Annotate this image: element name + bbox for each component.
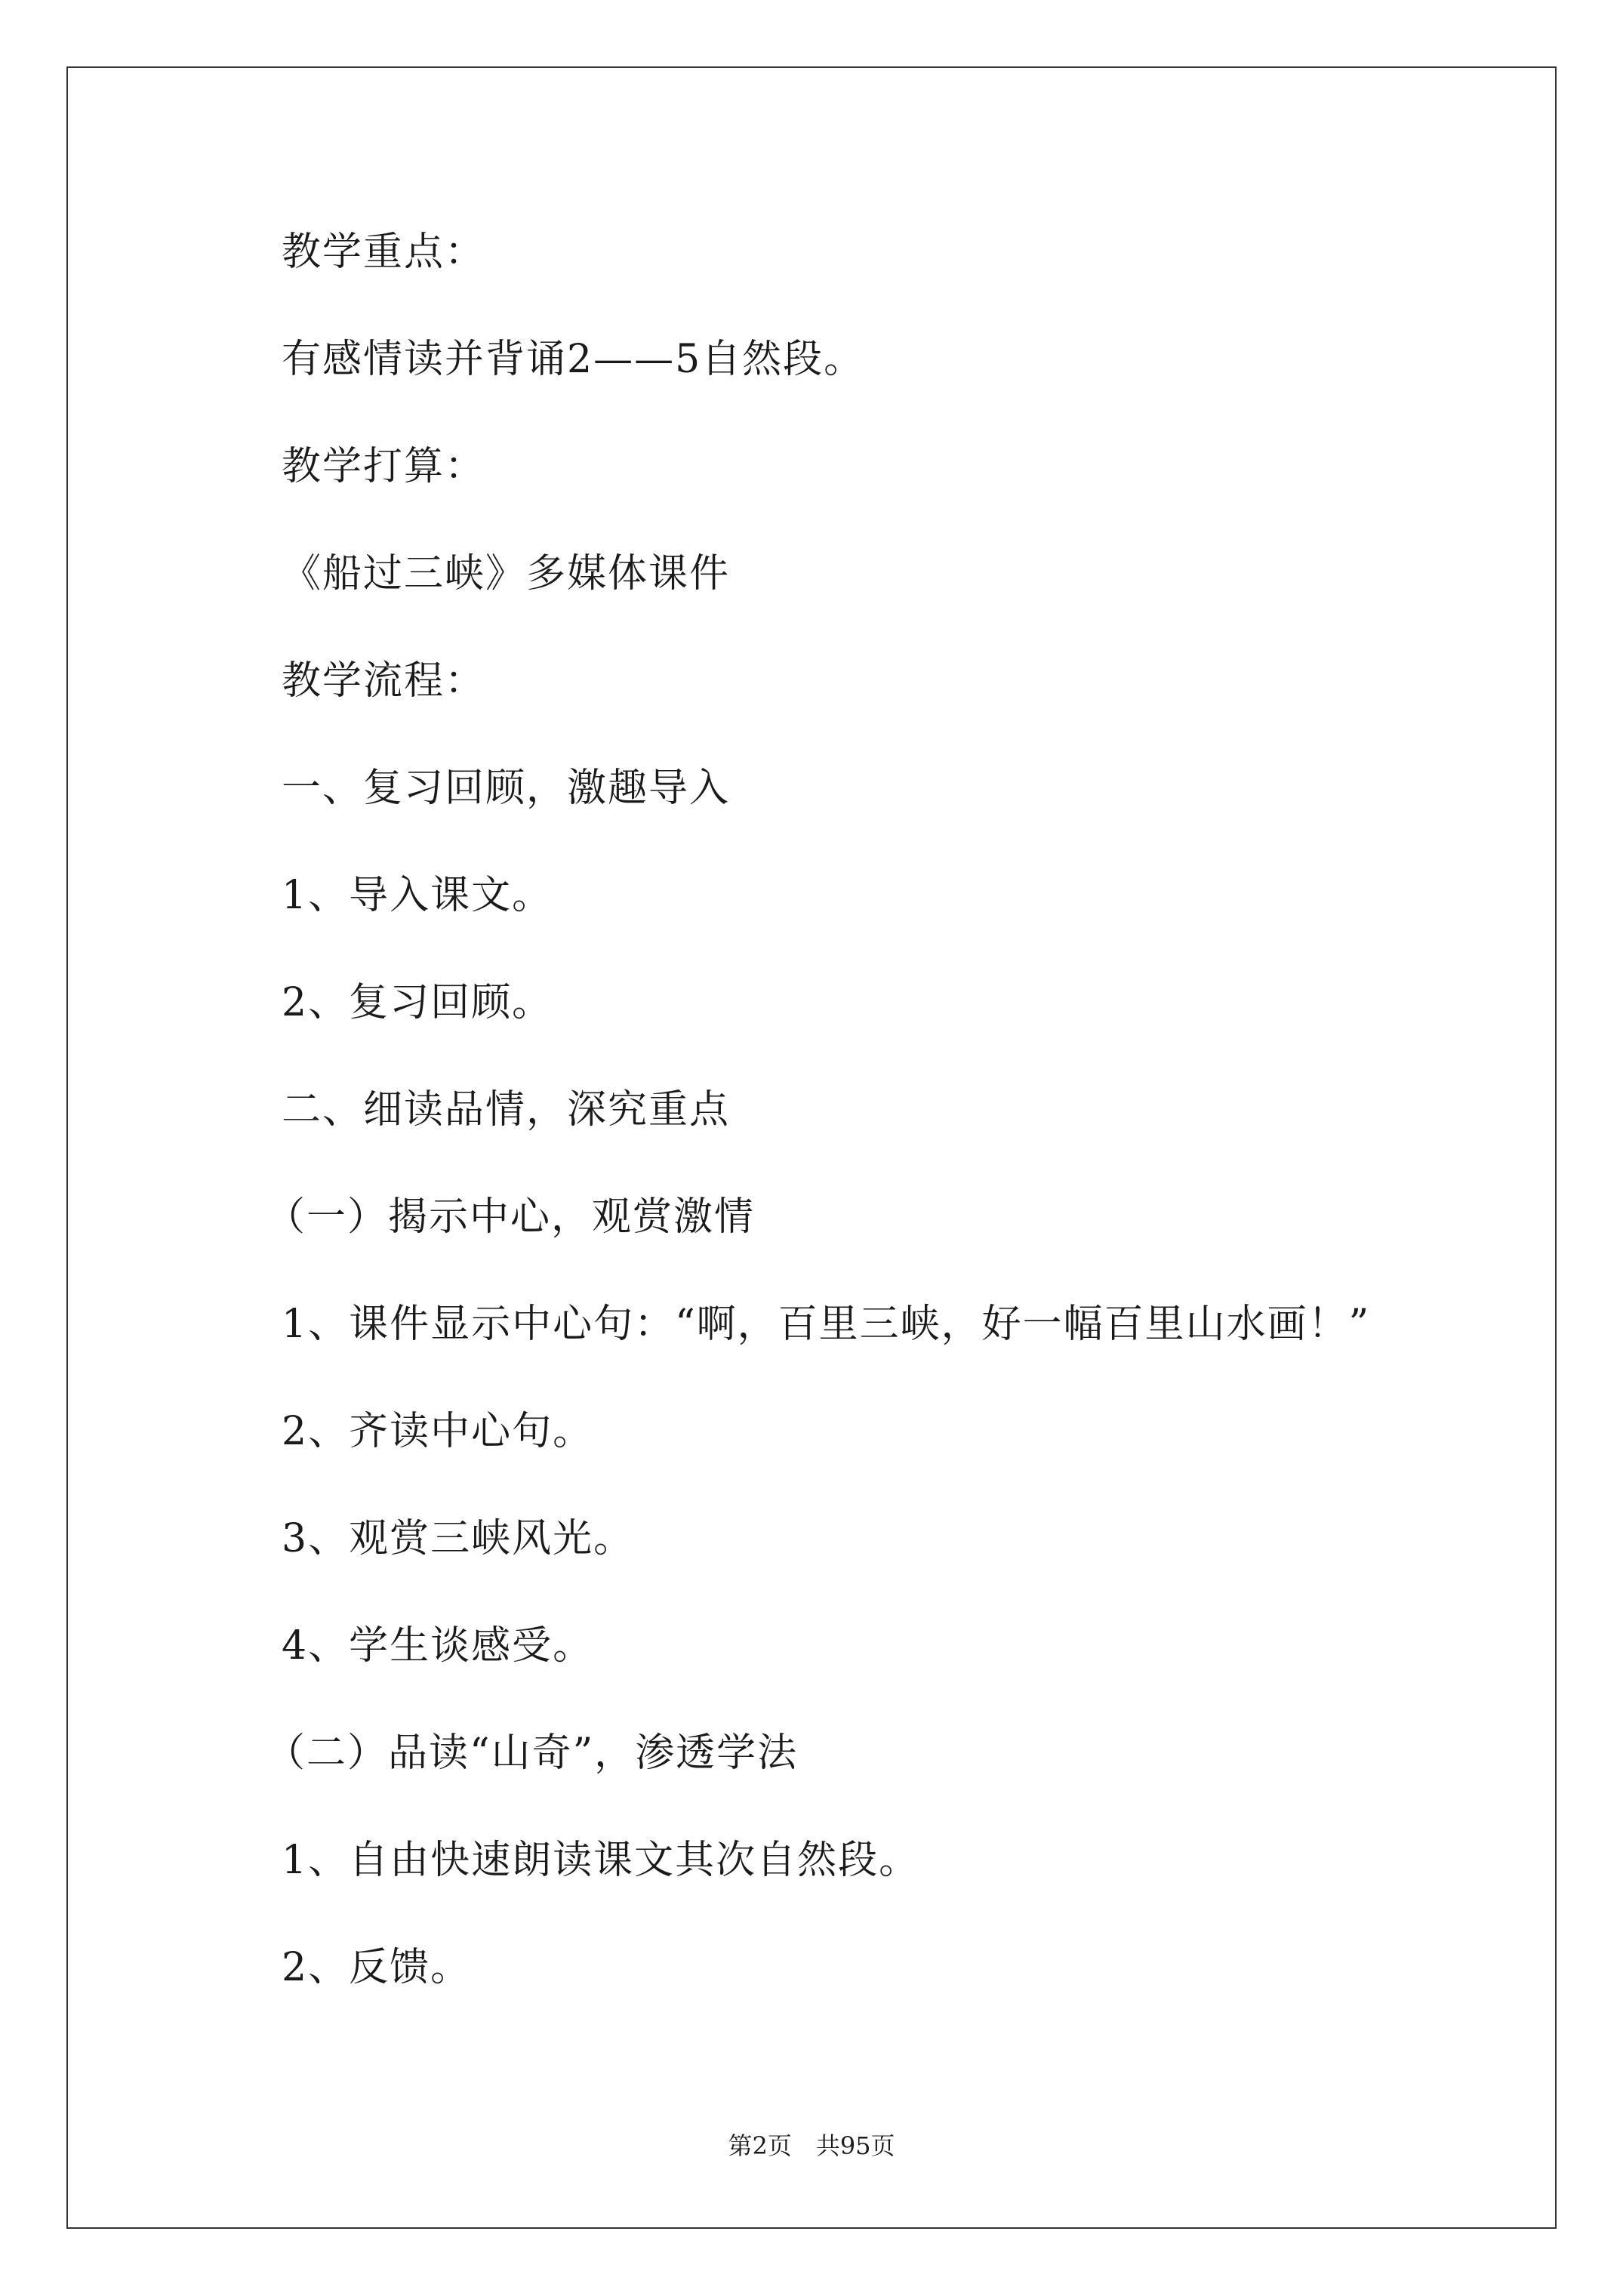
list-item: 2、齐读中心句。	[282, 1409, 594, 1454]
list-item: 2、复习回顾。	[282, 980, 553, 1025]
page-number-footer: 第2页 共95页	[728, 2131, 895, 2160]
section-heading-review: 一、复习回顾，激趣导入	[282, 766, 731, 811]
page-border	[66, 66, 1557, 2229]
subsection-heading-center: （一）揭示中心，观赏激情	[266, 1194, 756, 1240]
heading-teaching-preparation: 教学打算：	[282, 444, 486, 489]
list-item: 4、学生谈感受。	[282, 1623, 594, 1669]
paragraph-focus-content: 有感情读并背诵2——5自然段。	[282, 337, 865, 382]
heading-teaching-process: 教学流程：	[282, 658, 486, 704]
list-item: 2、反馈。	[282, 1945, 472, 1990]
subsection-heading-mountains: （二）品读“山奇”，渗透学法	[266, 1730, 799, 1776]
list-item: 1、导入课文。	[282, 873, 553, 918]
section-heading-close-reading: 二、细读品情，深究重点	[282, 1087, 731, 1133]
heading-teaching-focus: 教学重点：	[282, 230, 486, 275]
paragraph-preparation-content: 《船过三峡》多媒体课件	[282, 551, 731, 596]
list-item: 1、课件显示中心句：“啊，百里三峡，好一幅百里山水画！”	[282, 1302, 1371, 1347]
list-item: 3、观赏三峡风光。	[282, 1516, 635, 1561]
list-item: 1、自由快速朗读课文其次自然段。	[282, 1838, 920, 1883]
